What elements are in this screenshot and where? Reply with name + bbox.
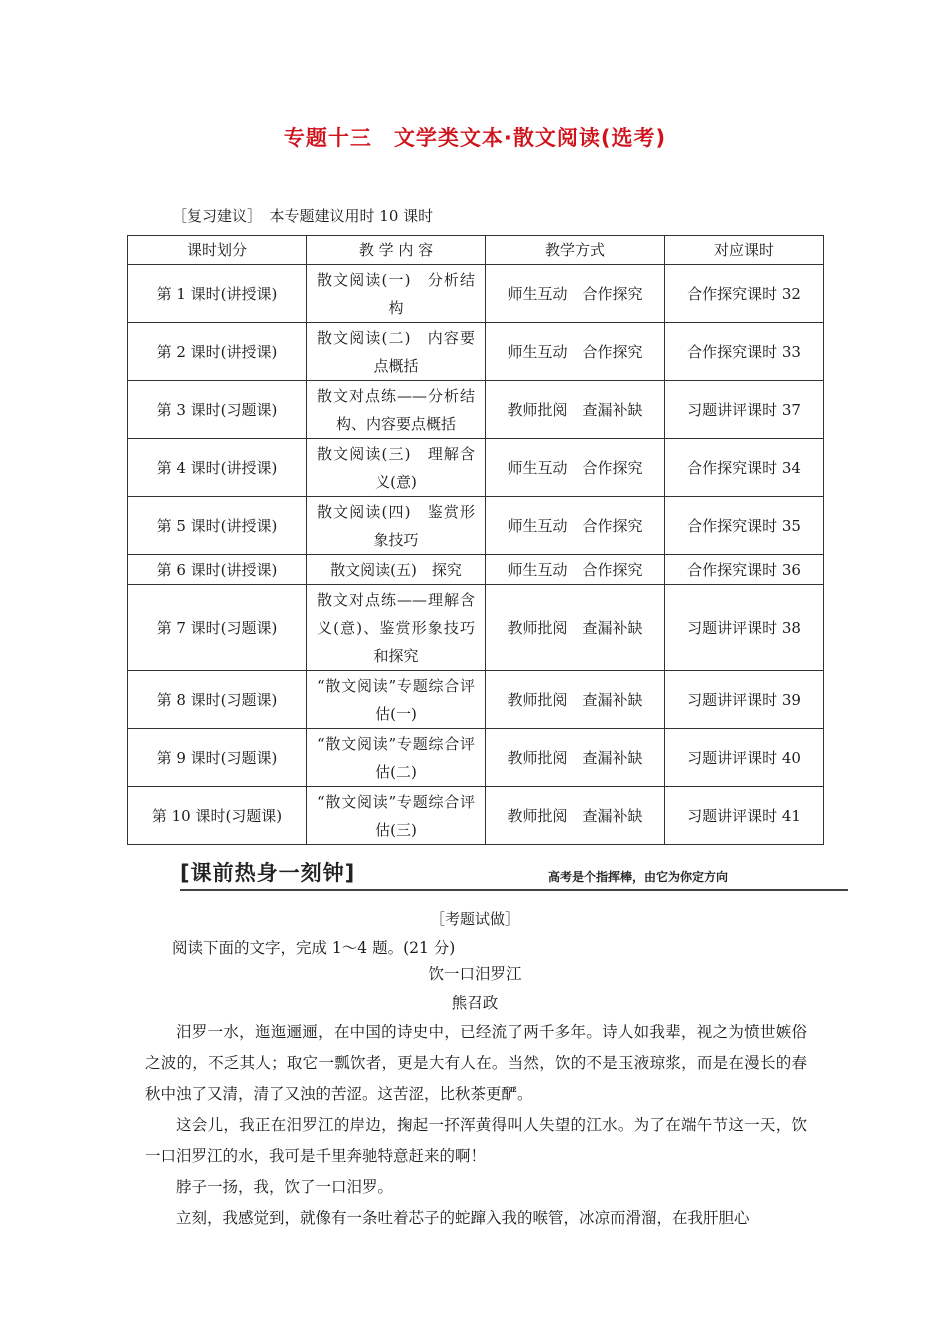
cell-content: 散文阅读(三) 理解含义(意) [307, 439, 486, 497]
warmup-banner [180, 855, 848, 891]
cell-period: 第 2 课时(讲授课) [128, 323, 307, 381]
cell-method: 教师批阅 查漏补缺 [486, 729, 665, 787]
paragraph: 这会儿，我正在汨罗江的岸边，掬起一抔浑黄得叫人失望的江水。为了在端午节这一天，饮一口汨罗江的水，我可是千里奔驰特意赶来的啊！ [145, 1116, 807, 1165]
paragraph: 脖子一扬，我，饮了一口汨罗。 [176, 1178, 394, 1196]
cell-content: “散文阅读”专题综合评估(二) [307, 729, 486, 787]
table-header-row [128, 236, 824, 265]
cell-period: 第 5 课时(讲授课) [128, 497, 307, 555]
cell-period-ref: 习题讲评课时 40 [665, 729, 824, 787]
table-row [128, 671, 824, 729]
table-row [128, 439, 824, 497]
header-method: 教学方式 [486, 236, 665, 265]
cell-method: 师生互动 合作探究 [486, 323, 665, 381]
cell-content: 散文阅读(四) 鉴赏形象技巧 [307, 497, 486, 555]
banner-heading: [课前热身一刻钟] [180, 861, 356, 885]
cell-period: 第 8 课时(习题课) [128, 671, 307, 729]
cell-period-ref: 习题讲评课时 39 [665, 671, 824, 729]
banner-slogan: 高考是个指挥棒，由它为你定方向 [547, 870, 728, 884]
cell-method: 教师批阅 查漏补缺 [486, 787, 665, 845]
passage-author: 熊召政 [451, 994, 499, 1012]
cell-period-ref: 习题讲评课时 37 [665, 381, 824, 439]
lesson-plan-table [127, 235, 824, 845]
cell-period: 第 4 课时(讲授课) [128, 439, 307, 497]
header-period-ref: 对应课时 [665, 236, 824, 265]
cell-method: 教师批阅 查漏补缺 [486, 671, 665, 729]
cell-period-ref: 习题讲评课时 41 [665, 787, 824, 845]
table-row [128, 265, 824, 323]
passage-title: 饮一口汨罗江 [428, 965, 522, 983]
table-row [128, 555, 824, 585]
paragraph: 汨罗一水，迤迤逦逦，在中国的诗史中，已经流了两千多年。诗人如我辈，视之为愤世嫉俗之波的，不乏其人；取它一瓢饮者，更是大有人在。当然，饮的不是玉液琼浆，而是在漫长的春秋中浊了又清，清了又浊的苦涩。这苦涩，比秋茶更酽。 [145, 1023, 807, 1103]
cell-content: “散文阅读”专题综合评估(三) [307, 787, 486, 845]
cell-period: 第 3 课时(习题课) [128, 381, 307, 439]
cell-content: 散文阅读(五) 探究 [307, 555, 486, 585]
table-row [128, 323, 824, 381]
cell-method: 师生互动 合作探究 [486, 439, 665, 497]
cell-period-ref: 习题讲评课时 38 [665, 585, 824, 671]
table-row [128, 497, 824, 555]
cell-period-ref: 合作探究课时 34 [665, 439, 824, 497]
cell-period: 第 1 课时(讲授课) [128, 265, 307, 323]
table-row [128, 787, 824, 845]
table-row [128, 381, 824, 439]
section-heading: ［考题试做］ [429, 910, 520, 928]
cell-method: 师生互动 合作探究 [486, 555, 665, 585]
cell-method: 师生互动 合作探究 [486, 265, 665, 323]
cell-period-ref: 合作探究课时 36 [665, 555, 824, 585]
paragraph: 立刻，我感觉到，就像有一条吐着芯子的蛇蹿入我的喉管，冰凉而滑溜，在我肝胆心 [176, 1209, 750, 1227]
cell-period: 第 9 课时(习题课) [128, 729, 307, 787]
cell-period: 第 6 课时(讲授课) [128, 555, 307, 585]
cell-period: 第 10 课时(习题课) [128, 787, 307, 845]
cell-content: 散文对点练——理解含义(意)、鉴赏形象技巧和探究 [307, 585, 486, 671]
instruction-text: 阅读下面的文字，完成 1～4 题。(21 分) [172, 939, 456, 957]
table-row [128, 729, 824, 787]
cell-period: 第 7 课时(习题课) [128, 585, 307, 671]
cell-period-ref: 合作探究课时 32 [665, 265, 824, 323]
page-title: 专题十三 文学类文本·散文阅读(选考) [283, 126, 667, 150]
table-row [128, 585, 824, 671]
cell-period-ref: 合作探究课时 35 [665, 497, 824, 555]
passage-body [145, 1017, 807, 1234]
cell-content: 散文阅读(二) 内容要点概括 [307, 323, 486, 381]
header-content: 教 学 内 容 [307, 236, 486, 265]
cell-period-ref: 合作探究课时 33 [665, 323, 824, 381]
cell-content: “散文阅读”专题综合评估(一) [307, 671, 486, 729]
cell-method: 师生互动 合作探究 [486, 497, 665, 555]
cell-method: 教师批阅 查漏补缺 [486, 381, 665, 439]
cell-content: 散文对点练——分析结构、内容要点概括 [307, 381, 486, 439]
header-period: 课时划分 [128, 236, 307, 265]
review-advice: ［复习建议］ 本专题建议用时 10 课时 [172, 207, 434, 225]
cell-method: 教师批阅 查漏补缺 [486, 585, 665, 671]
cell-content: 散文阅读(一) 分析结构 [307, 265, 486, 323]
